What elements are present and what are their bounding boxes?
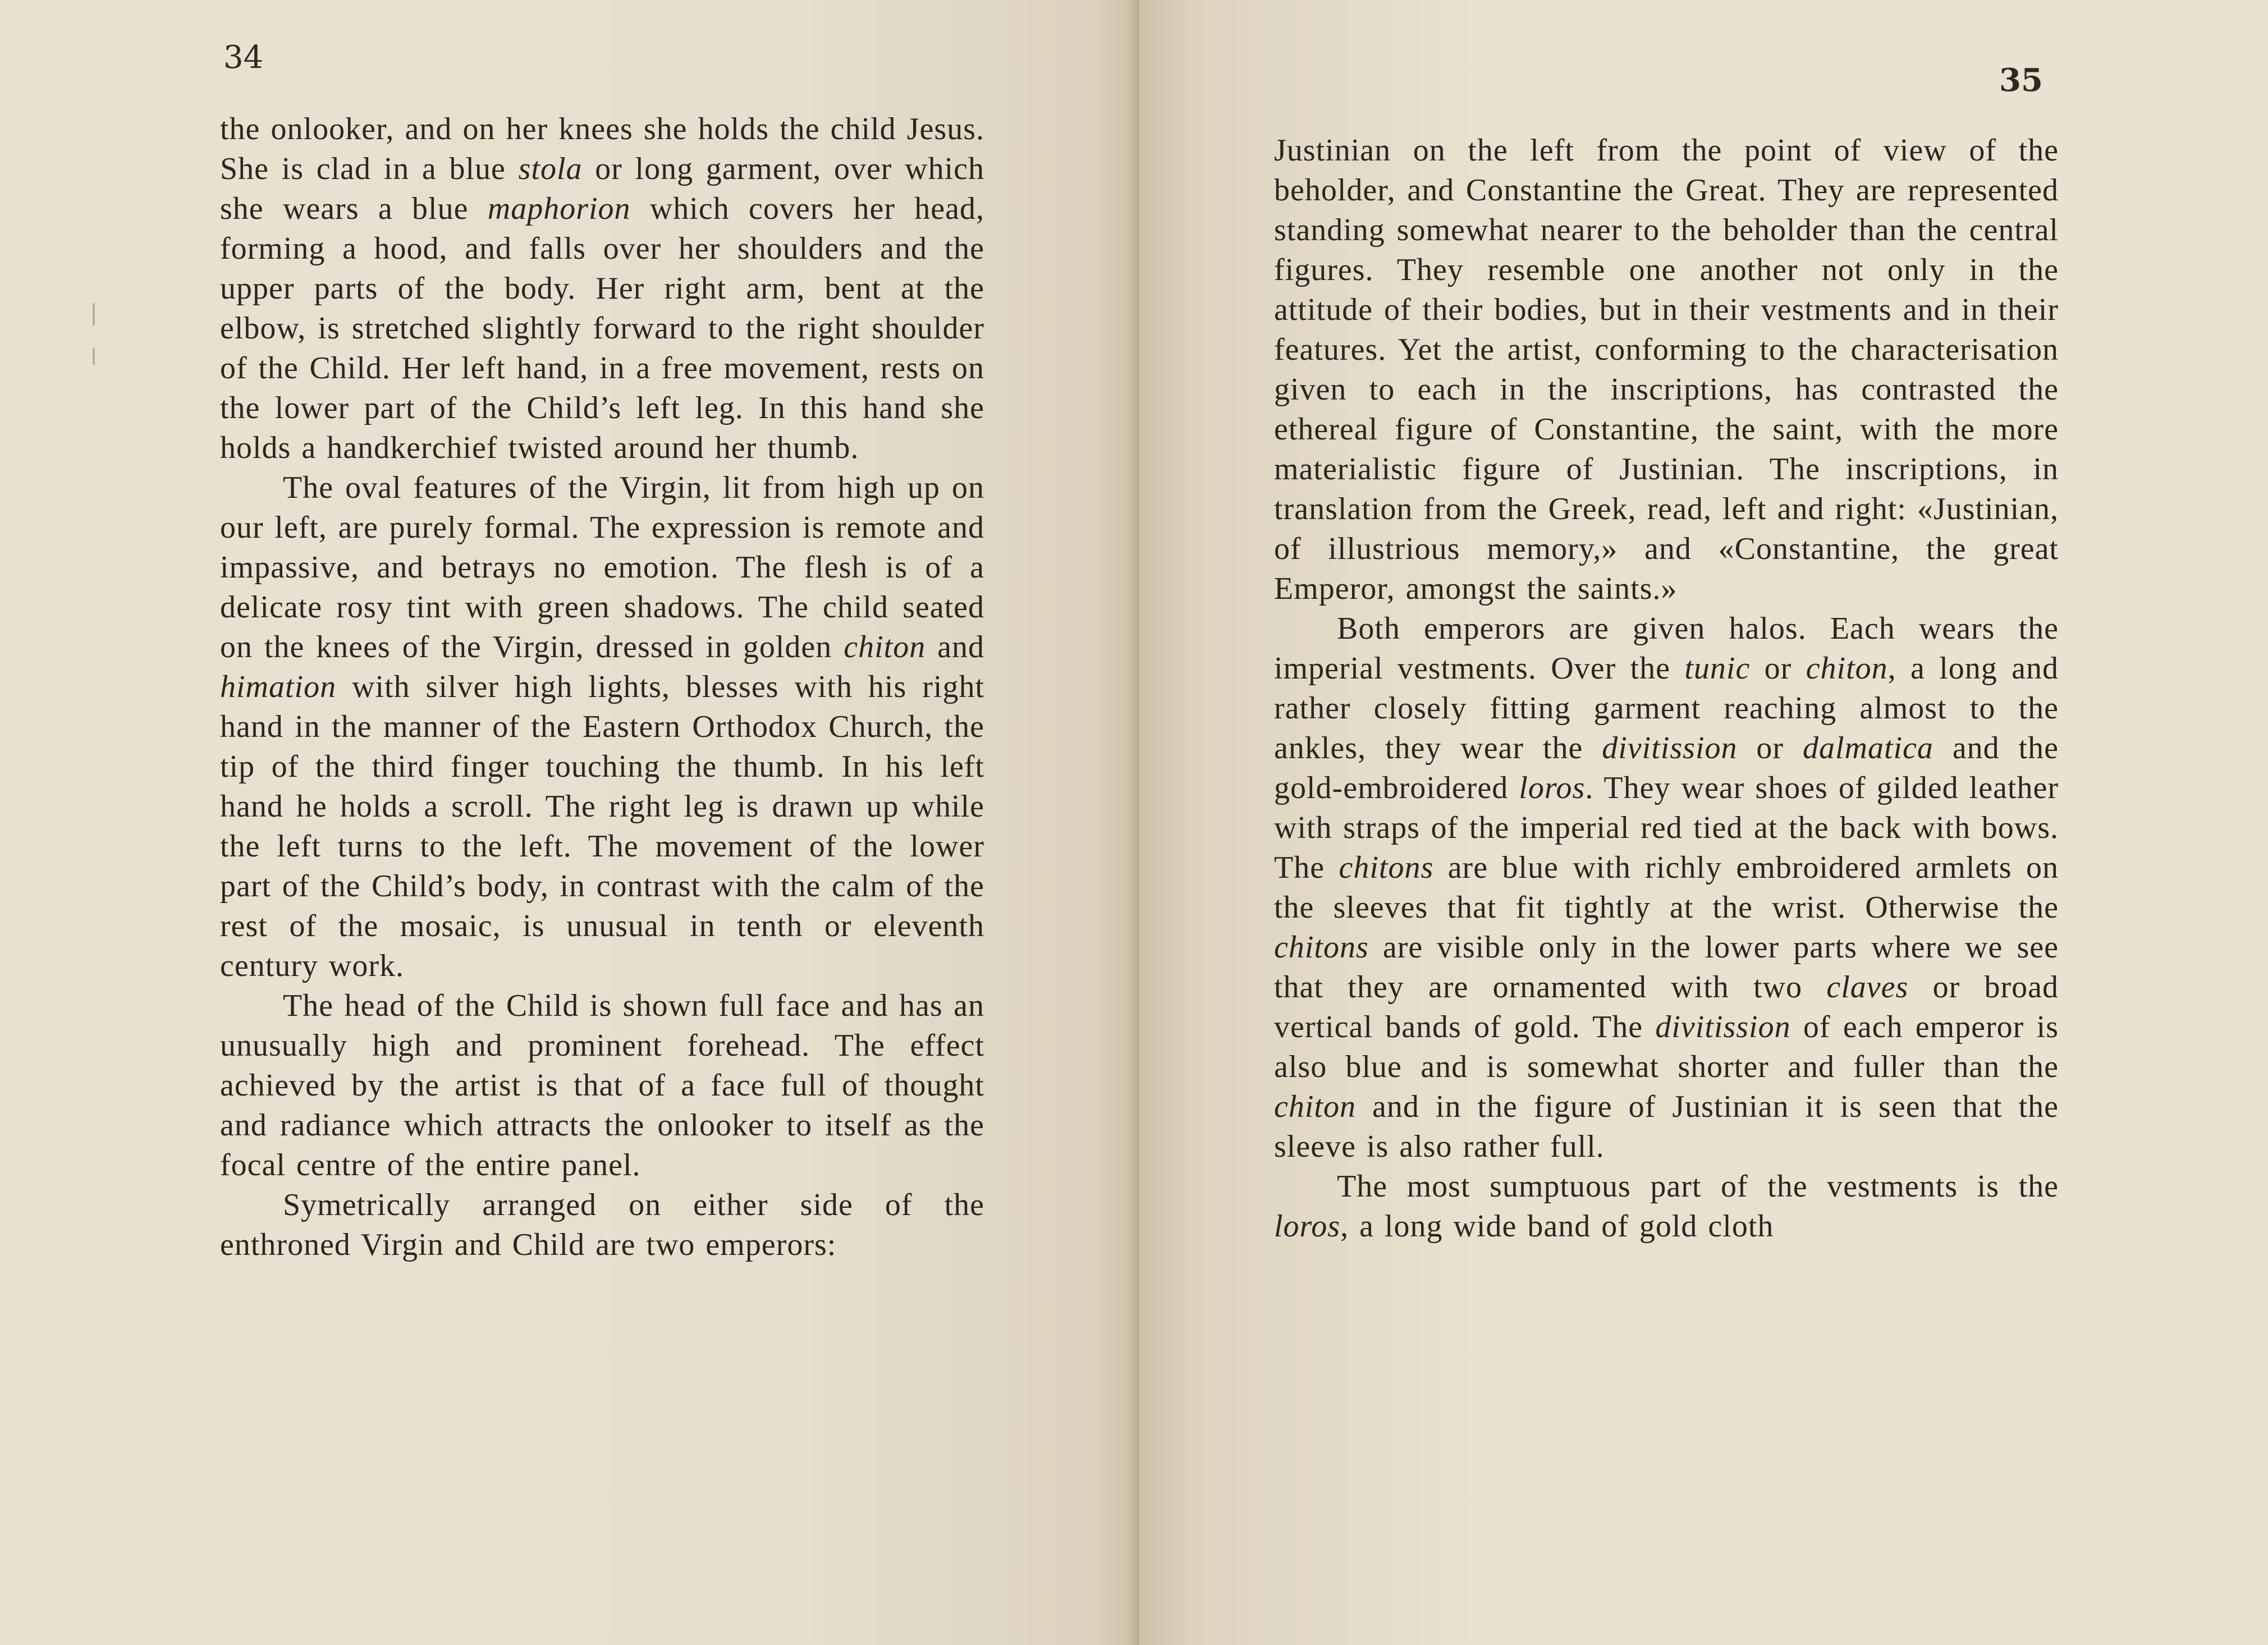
italic-term: chitons: [1339, 850, 1434, 885]
margin-mark: [93, 348, 95, 365]
italic-term: chiton: [1274, 1089, 1356, 1124]
paragraph: The most sumptuous part of the vestments is the loros, a long wide band of gold cloth: [1274, 1169, 2059, 1244]
italic-term: dalmatica: [1802, 731, 1933, 766]
italic-term: stola: [518, 152, 583, 186]
italic-term: tunic: [1684, 651, 1751, 686]
italic-term: chiton: [844, 630, 926, 665]
italic-term: chiton: [1806, 651, 1888, 686]
paragraph: the onlooker, and on her knees she holds the child Jesus. She is clad in a blue stola or long garment, over which she wears a blue maphorion which covers her head, forming a hood, and falls over her shoulders and the upper parts of the body. Her right arm, bent at the elbow, is stretched slightly forward to the right shoulder of the Child. Her left hand, in a free movement, rests on the lower part of the Child’s left leg. In this hand she holds a handkerchief twisted around her thumb.: [220, 112, 985, 465]
margin-mark: [93, 303, 95, 326]
italic-term: claves: [1826, 970, 1909, 1005]
paragraph: Symetrically arranged on either side of the enthroned Virgin and Child are two emperors:: [220, 1188, 984, 1262]
paragraph: The head of the Child is shown full face and has an unusually high and prominent forehead. The effect achieved by the artist is that of a face full of thought and radiance which attracts the onlooker to itself as the focal centre of the entire panel.: [220, 988, 984, 1183]
right-page-text: [1274, 131, 2059, 1247]
page-number-left: 34: [223, 39, 264, 76]
page-number-right: 35: [1999, 62, 2043, 99]
paragraph: Justinian on the left from the point of view of the beholder, and Constantine the Great. They are represented standing somewhat nearer to the beholder than the central figures. They resemble one another not only in the attitude of their bodies, but in their vestments and in their features. Yet the artist, conforming to the characterisation given to each in the inscriptions, has contrasted the ethereal figure of Constantine, the saint, with the more materialistic figure of Justinian. The inscriptions, in translation from the Greek, read, left and right: «Justinian, of illustrious memory,» and «Constantine, the great Emperor, amongst the saints.»: [1274, 133, 2059, 606]
italic-term: loros: [1274, 1209, 1341, 1244]
italic-term: divitission: [1602, 731, 1738, 766]
italic-term: divitission: [1655, 1010, 1791, 1044]
paragraph: The oval features of the Virgin, lit from high up on our left, are purely formal. The expression is remote and impassive, and betrays no emotion. The flesh is of a delicate rosy tint with green shadows. The child seated on the knees of the Virgin, dressed in golden chiton and himation with silver high lights, blesses with his right hand in the manner of the Eastern Orthodox Church, the tip of the third finger touching the thumb. In his left hand he holds a scroll. The right leg is drawn up while the left turns to the left. The movement of the lower part of the Child’s body, in contrast with the calm of the rest of the mosaic, is unusual in tenth or eleventh century work.: [220, 470, 985, 983]
italic-term: maphorion: [487, 191, 631, 226]
paragraph: Both emperors are given halos. Each wears the imperial vestments. Over the tunic or chiton, a long and rather closely fitting garment reaching almost to the ankles, they wear the divitission or dalmatica and the gold-embroidered loros. They wear shoes of gilded leather with straps of the imperial red tied at the back with bows. The chitons are blue with richly embroidered armlets on the sleeves that fit tightly at the wrist. Otherwise the chitons are visible only in the lower parts where we see that they are ornamented with two claves or broad vertical bands of gold. The divitission of each emperor is also blue and is somewhat shorter and fuller than the chiton and in the figure of Justinian it is seen that the sleeve is also rather full.: [1274, 611, 2059, 1164]
italic-term: chitons: [1274, 930, 1369, 965]
italic-term: himation: [220, 670, 337, 704]
italic-term: loros: [1519, 771, 1586, 805]
left-page-text: [220, 109, 984, 1265]
right-page: [1139, 0, 2268, 1645]
